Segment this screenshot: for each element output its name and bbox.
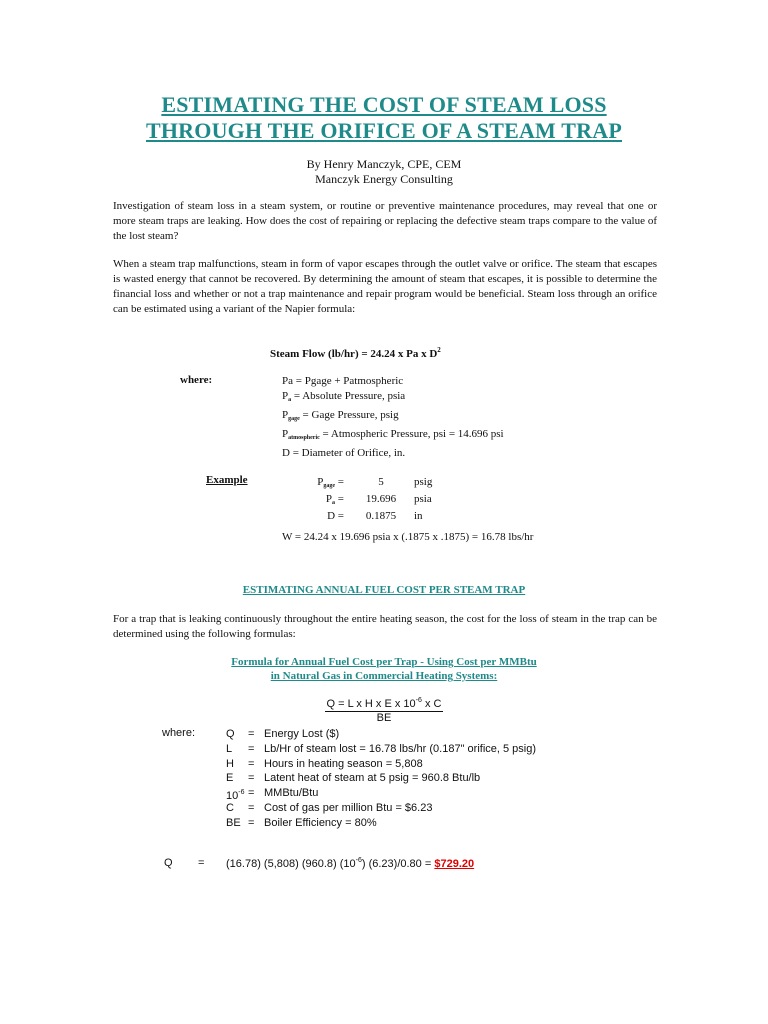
where-line-absolute: $P_a$ = Absolute Pressure, psia — [282, 390, 406, 403]
author: By Henry Manczyk, CPE, CEM — [306, 157, 462, 171]
where-line-pa: Pa = Pgage + Patmospheric — [282, 375, 404, 387]
q-formula-denominator: BE — [376, 712, 392, 724]
title-line-1: ESTIMATING THE COST OF STEAM LOSS — [161, 92, 607, 117]
calc-equals: = — [198, 857, 205, 869]
section-heading: ESTIMATING ANNUAL FUEL COST PER STEAM TRAP — [242, 584, 526, 596]
example-result: W = 24.24 x 19.696 psia x (.1875 x .1875) = 16.78 lbs/hr — [282, 531, 534, 543]
where-definitions — [282, 374, 504, 461]
formula-subheading-1: Formula for Annual Fuel Cost per Trap - Using Cost per MMBtu — [231, 656, 537, 668]
calc-expression: (16.78) (5,808) (960.8) $(10^{-6}) (6.23)/0.80$ = $729.20 — [226, 857, 475, 870]
where-line-atmospheric: $P_{atmospheric}$ = Atmospheric Pressure, psi = 14.696 psi — [282, 428, 504, 441]
organization: Manczyk Energy Consulting — [315, 172, 453, 186]
q-formula — [0, 697, 768, 724]
where-line-gage: $P_{gage}$ = Gage Pressure, psig — [282, 409, 399, 422]
formula-subheading-2: in Natural Gas in Commercial Heating Systems: — [270, 670, 498, 682]
steam-flow-formula: Steam Flow (lb/hr) = 24.24 x Pa x $D^2$ — [270, 346, 441, 360]
calc-answer: $729.20 — [434, 858, 475, 870]
example-label: Example — [206, 474, 248, 486]
where-label: where: — [180, 374, 213, 386]
section-paragraph: For a trap that is leaking continuously throughout the entire heating season, the cost for the loss of steam in the trap can be determined using the following formulas: — [113, 613, 657, 640]
intro-paragraph: Investigation of steam loss in a steam system, or routine or preventive maintenance procedures, may reveal that one or more steam traps are leaking. How does the cost of repairing or replacing the defective steam traps compare to the value of the lost steam? — [113, 200, 657, 242]
calc-q: Q — [164, 857, 173, 869]
where-line-diameter: D = Diameter of Orifice, in. — [282, 447, 406, 459]
q-formula-numerator: Q = L x H x E x $10^{-6}$ x C — [326, 697, 442, 710]
title-line-2: THROUGH THE ORIFICE OF A STEAM TRAP — [145, 118, 622, 143]
napier-paragraph: When a steam trap malfunctions, steam in form of vapor escapes through the outlet valve or orifice. The steam that escapes is wasted energy that cannot be recovered. By determining the amount of steam that escapes, it is possible to determine the financial loss and whether or not a trap maintenance and repair program would be beneficial. Steam loss through an orifice can be estimated using a variant of the Napier formula: — [113, 258, 657, 315]
defs-label: where: — [162, 727, 196, 739]
